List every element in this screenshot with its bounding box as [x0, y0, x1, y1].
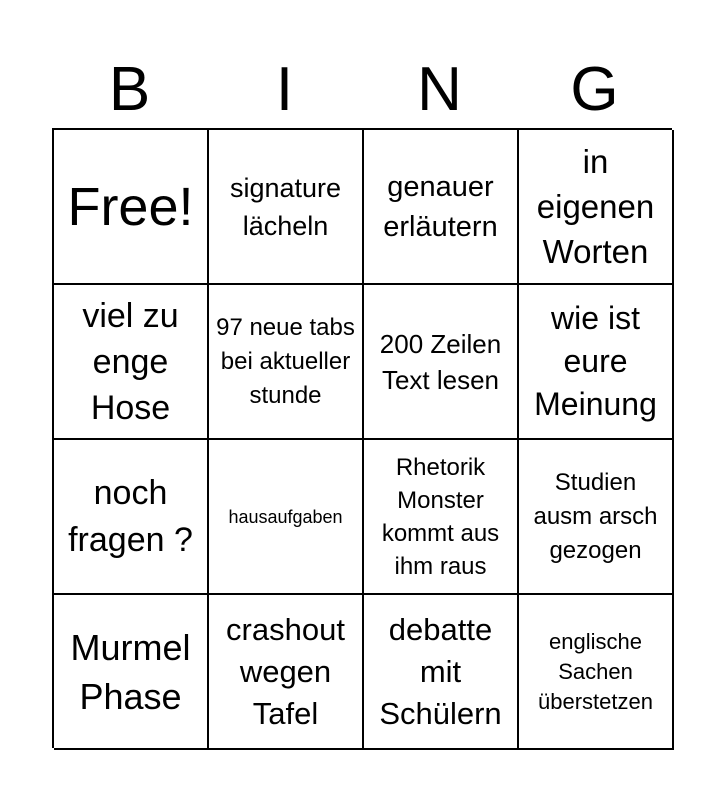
- bingo-cell[interactable]: [364, 440, 519, 595]
- bingo-cell[interactable]: [519, 440, 674, 595]
- header-letter-g: G: [570, 55, 619, 124]
- cell-text: debatte mit Schülern: [379, 611, 502, 731]
- cell-text: crashout wegen Tafel: [226, 611, 345, 731]
- cell-text: Rhetorik Monster kommt aus ihm raus: [381, 453, 500, 580]
- bingo-cell[interactable]: [364, 595, 519, 750]
- bingo-cell[interactable]: [54, 440, 209, 595]
- cell-text: Studien ausm arsch gezogen: [533, 468, 658, 564]
- bingo-cell[interactable]: [519, 285, 674, 440]
- cell-text: 200 Zeilen Text lesen: [379, 328, 502, 395]
- bingo-cell[interactable]: [209, 440, 364, 595]
- bingo-cell[interactable]: [519, 595, 674, 750]
- cell-text: hausaufgaben: [228, 506, 343, 527]
- bingo-cell[interactable]: [209, 595, 364, 750]
- cell-text: genauer erläutern: [383, 170, 498, 243]
- bingo-grid: [52, 128, 672, 748]
- cell-text: Free!: [67, 176, 194, 237]
- bingo-cell[interactable]: [209, 285, 364, 440]
- cell-text: wie ist eure Meinung: [534, 300, 657, 422]
- cell-text: noch fragen ?: [68, 473, 193, 559]
- cell-text: viel zu enge Hose: [82, 296, 179, 427]
- cell-text: englische Sachen überstetzen: [538, 628, 653, 714]
- bingo-cell[interactable]: [519, 130, 674, 285]
- cell-text: 97 neue tabs bei aktueller stunde: [216, 313, 355, 409]
- cell-text: in eigenen Worten: [536, 143, 655, 270]
- bingo-cell[interactable]: [364, 130, 519, 285]
- header-letter-i: I: [275, 55, 294, 124]
- cell-text: signature lächeln: [229, 172, 342, 241]
- header-letter-b: B: [108, 55, 151, 124]
- bingo-cell[interactable]: [54, 595, 209, 750]
- cell-text: Murmel Phase: [70, 626, 191, 717]
- bingo-cell[interactable]: [364, 285, 519, 440]
- bingo-cell[interactable]: [54, 285, 209, 440]
- header-letter-n: N: [417, 55, 462, 124]
- bingo-header: [52, 52, 672, 128]
- bingo-cell[interactable]: [209, 130, 364, 285]
- bingo-cell[interactable]: [54, 130, 209, 285]
